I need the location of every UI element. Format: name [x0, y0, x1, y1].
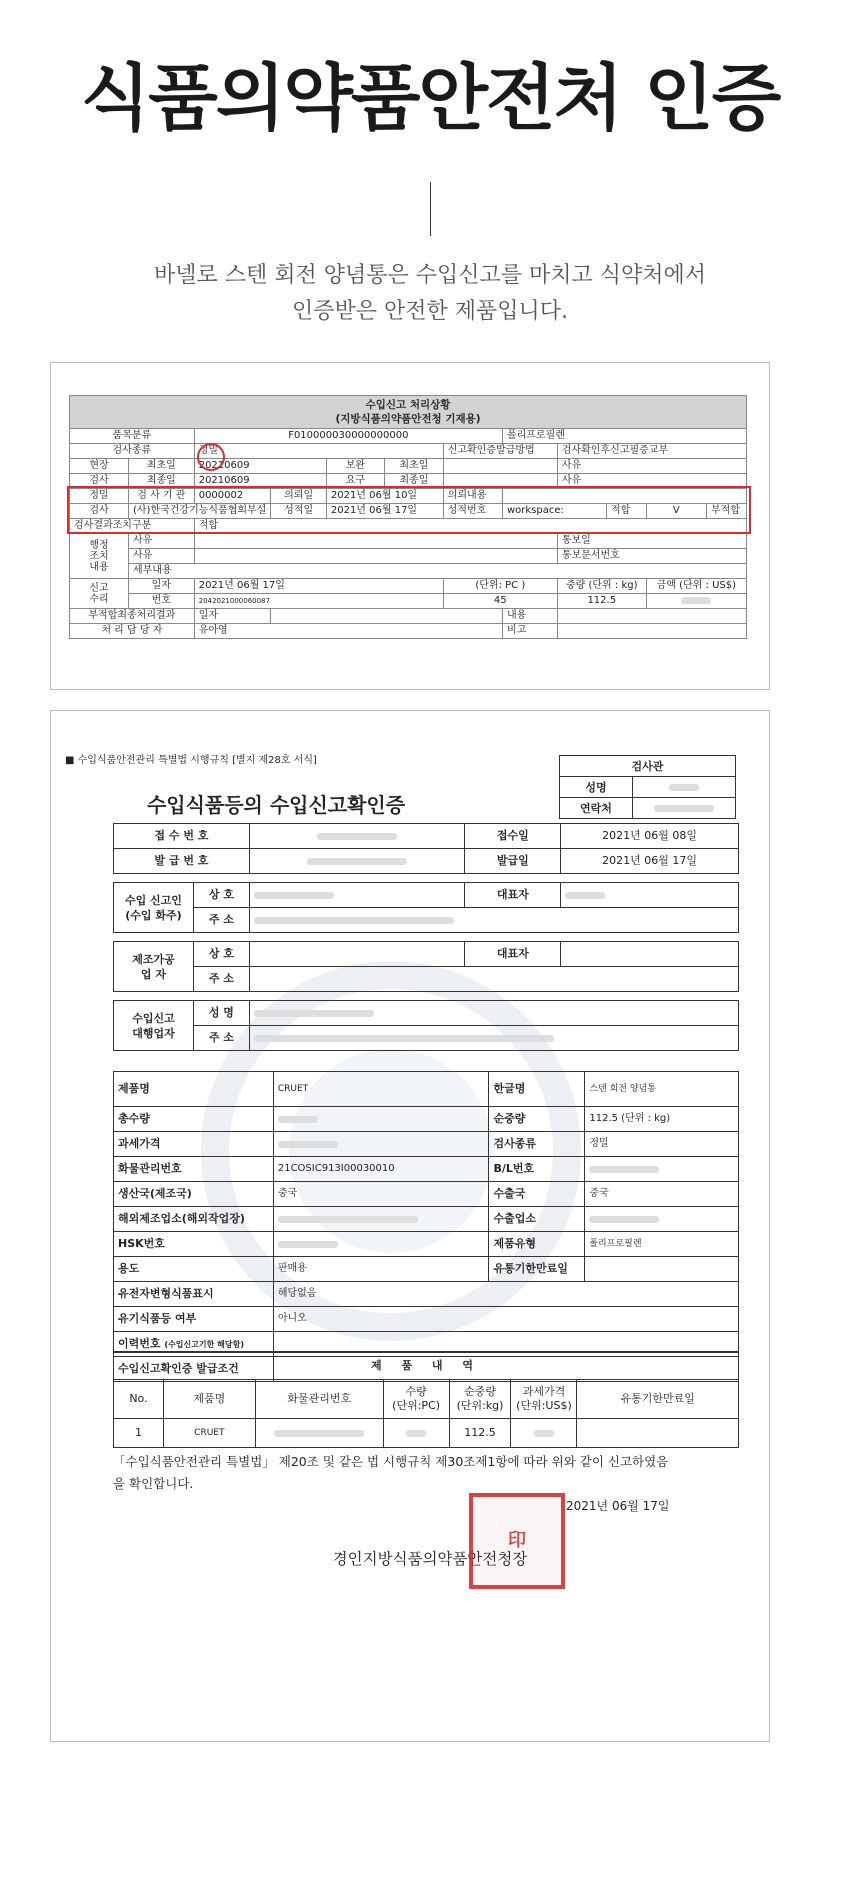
- value-cell: 0000002: [194, 489, 271, 504]
- inspector-box: [559, 755, 736, 819]
- label-cell: 검사종류: [70, 444, 195, 459]
- inspector-title: 검사관: [560, 756, 736, 777]
- items-header-6: 유통기한만료일: [577, 1380, 739, 1419]
- label-cell: 유전자변형식품표시: [114, 1282, 274, 1307]
- import-status-document: [50, 362, 770, 690]
- label-cell: 신고 수리: [70, 579, 129, 609]
- value-cell: 폴리프로필렌: [502, 429, 746, 444]
- label-cell: 금액 (단위 : US$): [646, 579, 746, 594]
- product-items-table: [113, 1351, 739, 1448]
- label-cell: 유통기한만료일: [489, 1257, 585, 1282]
- label-cell: 발급일: [465, 849, 561, 874]
- value-cell: 유아영: [194, 624, 502, 639]
- highlight-circle: [197, 443, 225, 471]
- value-cell: 검사확인후신고필증교부: [557, 444, 746, 459]
- value-cell: 2021년 06월 08일: [561, 824, 739, 849]
- label-cell: 통보문서번호: [557, 549, 746, 564]
- items-header-2: 화물관리번호: [255, 1380, 383, 1419]
- label-cell: 요구: [326, 474, 384, 489]
- label-cell: 해외제조업소(해외작업장): [114, 1207, 274, 1232]
- value-cell: V: [646, 504, 706, 519]
- label-cell: 최초일: [385, 459, 444, 474]
- label-cell: 사유: [557, 459, 746, 474]
- label-cell: 용도: [114, 1257, 274, 1282]
- value-cell: (사)한국건강기능식품협회부설: [128, 504, 270, 519]
- label-cell: 적합: [606, 504, 646, 519]
- declaration-text: 「수입식품안전관리 특별법」 제20조 및 같은 법 시행규칙 제30조제1항에 따라 위와 같이 신고하였음 을 확인합니다.: [113, 1454, 669, 1491]
- value-cell: 112.5 (단위 : kg): [585, 1107, 739, 1132]
- value-cell: 폴리프로필렌: [585, 1232, 739, 1257]
- label-cell: 내용: [502, 609, 557, 624]
- label-cell: 연락처: [560, 798, 633, 819]
- label-cell: 수출업소: [489, 1207, 585, 1232]
- items-header-row: [114, 1380, 739, 1419]
- items-cell: 112.5: [449, 1419, 511, 1448]
- value-cell: 21COSIC913I00030010: [273, 1157, 489, 1182]
- label-cell: 이력번호 (수입신고기한 해당함): [114, 1332, 274, 1357]
- label-cell: 의뢰일: [271, 489, 326, 504]
- hero-subtitle: [0, 258, 860, 330]
- label-cell: 순중량: [489, 1107, 585, 1132]
- label-cell: 상 호: [193, 942, 249, 967]
- label-cell: 번호: [128, 594, 194, 609]
- label-cell: 주 소: [193, 967, 249, 992]
- label-cell: 사유: [128, 534, 194, 549]
- label-cell: 신고확인증발급방법: [443, 444, 557, 459]
- label-cell: 일자: [194, 609, 271, 624]
- label-cell: 세부내용: [128, 564, 746, 579]
- label-cell: 대표자: [465, 883, 561, 908]
- label-cell: 행정 조치 내용: [70, 534, 129, 579]
- value-cell: 2021년 06월 10일: [326, 489, 443, 504]
- label-cell: 검 사 기 관: [128, 489, 194, 504]
- items-header-5: 과세가격 (단위:US$): [511, 1380, 577, 1419]
- label-cell: 현장: [70, 459, 129, 474]
- items-header-1: 제품명: [163, 1380, 255, 1419]
- items-title: 제 품 내 역: [114, 1352, 739, 1380]
- label-cell: 제조가공 업 자: [114, 942, 194, 992]
- label-cell: B/L번호: [489, 1157, 585, 1182]
- label-cell: 일자: [128, 579, 194, 594]
- issuer-name: 경인지방식품의약품안전청장: [332, 1550, 528, 1568]
- label-cell: 한글명: [489, 1072, 585, 1107]
- label-cell: 검사: [70, 504, 129, 519]
- label-cell: 주 소: [193, 1026, 249, 1051]
- label-cell: 총수량: [114, 1107, 274, 1132]
- value-cell: 중국: [273, 1182, 489, 1207]
- label-cell: 정밀: [70, 489, 129, 504]
- value-cell: 112.5: [557, 594, 646, 609]
- label-cell: 의뢰내용: [443, 489, 502, 504]
- label-cell: 제품유형: [489, 1232, 585, 1257]
- label-cell: 검사: [70, 474, 129, 489]
- hero-divider: [430, 182, 431, 236]
- value-cell: 2042021000060087: [194, 594, 443, 609]
- status-table-title: 수입신고 처리상황 (지방식품의약품안전청 기재용): [70, 396, 747, 429]
- label-cell: 유기식품등 여부: [114, 1307, 274, 1332]
- value-cell: F010000030000000000: [194, 429, 502, 444]
- label-cell: 제품명: [114, 1072, 274, 1107]
- declaration-date: 2021년 06월 17일: [566, 1499, 670, 1513]
- value-cell: 정밀: [585, 1132, 739, 1157]
- label-cell: 접수일: [465, 824, 561, 849]
- label-cell: 발 급 번 호: [114, 849, 250, 874]
- value-cell: 중국: [585, 1182, 739, 1207]
- official-seal: 印: [469, 1493, 565, 1589]
- label-cell: 과세가격: [114, 1132, 274, 1157]
- items-cell: 1: [114, 1419, 164, 1448]
- certificate-title: 수입식품등의 수입신고확인증: [146, 793, 406, 817]
- value-cell: 해당없음: [273, 1282, 738, 1307]
- label-cell: 보완: [326, 459, 384, 474]
- label-cell: 수출국: [489, 1182, 585, 1207]
- label-cell: 처 리 담 당 자: [70, 624, 195, 639]
- label-cell: 성 명: [193, 1001, 249, 1026]
- label-cell: 통보일: [557, 534, 746, 549]
- hero-subtitle-line2: 인증받은 안전한 제품입니다.: [291, 299, 568, 324]
- label-cell: 수입신고 대행업자: [114, 1001, 194, 1051]
- value-cell: 판매용: [273, 1257, 489, 1282]
- label-cell: 성명: [560, 777, 633, 798]
- label-cell: 수입 신고인 (수입 화주): [114, 883, 194, 933]
- value-cell: 20210609: [194, 474, 326, 489]
- value-cell: CRUET: [273, 1072, 489, 1107]
- label-cell: 수입신고확인증 발급조건: [114, 1357, 274, 1382]
- label-cell: 검사결과조치구분: [70, 519, 195, 534]
- items-cell: CRUET: [163, 1419, 255, 1448]
- label-cell: 중량 (단위 : kg): [557, 579, 646, 594]
- value-cell: 2021년 06월 17일: [194, 579, 443, 594]
- label-cell: 부적합최종처리결과: [70, 609, 195, 624]
- label-cell: 최종일: [128, 474, 194, 489]
- label-cell: 사유: [128, 549, 194, 564]
- label-cell: (단위: PC ): [443, 579, 557, 594]
- value-cell: 2021년 06월 17일: [326, 504, 443, 519]
- label-cell: 접 수 번 호: [114, 824, 250, 849]
- value-cell: 20210609: [194, 459, 326, 474]
- items-header-4: 순중량 (단위:kg): [449, 1380, 511, 1419]
- items-header-0: No.: [114, 1380, 164, 1419]
- value-cell: 적합: [194, 519, 746, 534]
- label-cell: 품목분류: [70, 429, 195, 444]
- label-cell: 비고: [502, 624, 557, 639]
- items-header-3: 수량 (단위:PC): [383, 1380, 449, 1419]
- label-cell: 사유: [557, 474, 746, 489]
- value-cell: 정밀: [194, 444, 443, 459]
- value-cell: 아니오: [273, 1307, 738, 1332]
- import-certificate-document: [50, 710, 770, 1742]
- hero-subtitle-line1: 바넬로 스텐 회전 양념통은 수입신고를 마치고 식약처에서: [153, 263, 706, 288]
- value-cell: 45: [443, 594, 557, 609]
- label-cell: 주 소: [193, 908, 249, 933]
- certificate-main-table: [113, 823, 739, 1051]
- label-cell: 부적합: [707, 504, 747, 519]
- hero-title: 식품의약품안전처 인증: [80, 56, 780, 140]
- label-cell: 최초일: [128, 459, 194, 474]
- value-cell: 스텐 회전 양념통: [585, 1072, 739, 1107]
- label-cell: 검사종류: [489, 1132, 585, 1157]
- label-cell: 성적번호: [443, 504, 502, 519]
- value-cell: workspace:: [502, 504, 606, 519]
- product-info-table: [113, 1071, 739, 1382]
- label-cell: 생산국(제조국): [114, 1182, 274, 1207]
- label-cell: 성적일: [271, 504, 326, 519]
- highlight-box: [67, 486, 751, 534]
- label-cell: 최종일: [385, 474, 444, 489]
- label-cell: 상 호: [193, 883, 249, 908]
- label-cell: 화물관리번호: [114, 1157, 274, 1182]
- value-cell: 2021년 06월 17일: [561, 849, 739, 874]
- form-header-note: ■ 수입식품안전관리 특별법 시행규칙 [별지 제28호 서식]: [65, 755, 317, 766]
- label-cell: HSK번호: [114, 1232, 274, 1257]
- label-cell: 대표자: [465, 942, 561, 967]
